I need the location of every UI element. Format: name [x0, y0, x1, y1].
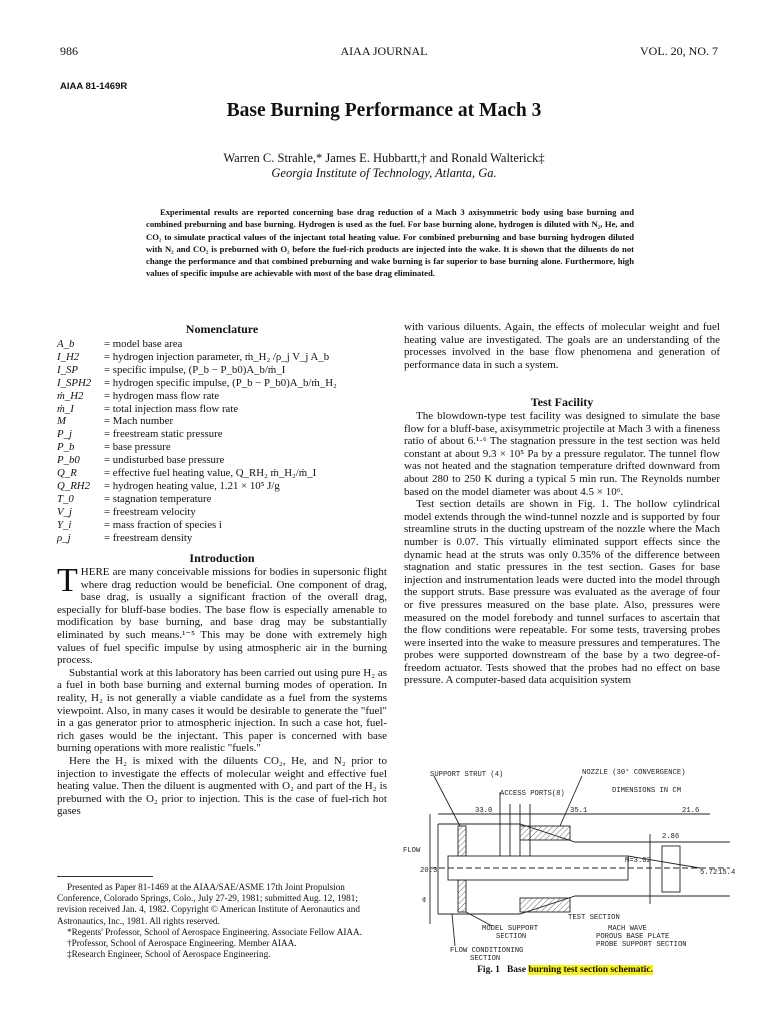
nomenclature-row: [57, 441, 387, 454]
nomenclature-row: [57, 403, 387, 416]
leader-flow-conditioning: [452, 914, 455, 946]
footnote-rule: [57, 876, 153, 877]
test-facility-paragraph-2: Test section details are shown in Fig. 1. The hollow cylindrical model extends through the wind-tunnel nozzle and is supported by four streamline struts in the ducting upstream of the nozzle where the Mach number is 0.07. This virtually eliminated support effects since the dynamic head at the struts was only 0.35% of the difference between stagnation and static pressures in the test section. Gases for base injection and instrumentation leads were ducted into the model through the support struts. Base pressure was evaluated as the average of four or five pressures measured on the base plate. Also, pressures were measured on the model forebody and tunnel surfaces to ascertain that the flow conditions were repeatable. For some tests, traversing probes were inserted into the wake to measure pressures and temperatures. The probes were supported downstream of the base by a two degree-of-freedom actuator. Tests showed that the probes had no effect on base pressure. A computer-based data acquisition system: [404, 498, 720, 687]
label-flow: FLOW: [403, 847, 421, 855]
caption-highlight: burning test section schematic.: [528, 965, 653, 975]
author-block: [0, 151, 768, 181]
paper-title: Base Burning Performance at Mach 3: [226, 100, 542, 121]
label-mach: M=3.02: [625, 857, 651, 865]
nomenclature-symbol: ṁ_I: [57, 402, 74, 415]
nomenclature-row: [57, 338, 387, 351]
nomenclature-definition: = hydrogen mass flow rate: [104, 389, 220, 402]
nomenclature-symbol: I_SPH2: [57, 376, 92, 389]
leader-strut: [434, 776, 460, 826]
label-dim-286: 2.86: [662, 833, 680, 841]
label-access-ports: ACCESS PORTS(8): [500, 790, 565, 798]
page-number: 986: [60, 44, 78, 58]
nozzle-lower: [520, 898, 570, 912]
label-porous-base: POROUS BASE PLATE: [596, 933, 670, 941]
nomenclature-symbol: P_j: [57, 428, 72, 441]
introduction-body: [57, 562, 387, 818]
label-mach-wave: MACH WAVE: [608, 925, 647, 933]
nomenclature-symbol: I_SP: [57, 363, 78, 376]
nomenclature-definition: = freestream velocity: [104, 505, 196, 518]
test-facility-body: [404, 410, 720, 687]
nozzle-upper: [520, 826, 570, 840]
nomenclature-heading: Nomenclature: [185, 322, 259, 336]
journal-name: AIAA JOURNAL: [340, 44, 428, 58]
nomenclature-row: [57, 506, 387, 519]
abstract: Experimental results are reported concerning base drag reduction of a Mach 3 axisymmetric body using base burning and combined preburning and base burning. Hydrogen is used as the fuel. For base burning alone, hydrogen is diluted with N₂, He, and CO₂ to simulate practical values of the injectant total heating value. For combined preburning and base burning hydrogen diluted with N₂ and CO₂ is preburned with O₂ before the fuel-rich products are injected into the wake. It is shown that the diluents do not change the performance and that combined preburning and wake burning is far superior to base burning alone. Furthermore, high values of specific impulse are achievable with most of the base drag eliminated.: [146, 207, 634, 279]
nomenclature-definition: = undisturbed base pressure: [104, 454, 225, 467]
probe-support: [662, 846, 680, 892]
label-dim-35: 35.1: [570, 807, 588, 815]
footnote-presented: Presented as Paper 81-1469 at the AIAA/SAE/ASME 17th Joint Propulsion Conference, Colorado Springs, Colo., July 27-29, 1981; submitted Aug. 12, 1981; revision received Jan. 4, 1982. Copyright © American Institute of Aeronautics and Astronautics, Inc., 1981. All rights reserved.: [57, 882, 360, 926]
nomenclature-definition: = mass fraction of species i: [104, 518, 222, 531]
nomenclature-symbol: I_H2: [57, 350, 80, 363]
label-centerline: ¢: [422, 897, 427, 905]
nomenclature-row: [57, 480, 387, 493]
nomenclature-symbol: Q_RH2: [57, 479, 90, 492]
paper-tag: AIAA 81-1469R: [60, 81, 128, 92]
nomenclature-symbol: P_b: [57, 441, 75, 454]
nomenclature-row: [57, 532, 387, 545]
footnote-walterick: ‡Research Engineer, School of Aerospace Engineering.: [67, 949, 271, 960]
caption-prefix: Fig. 1 Base: [477, 965, 529, 975]
label-dim-33: 33.0: [475, 807, 493, 815]
nomenclature-symbol: ρ_j: [57, 531, 71, 544]
nomenclature-symbol: P_b0: [57, 454, 80, 467]
label-dim-572: 5.72: [700, 869, 718, 877]
support-strut-upper: [458, 826, 466, 856]
volume-info: VOL. 20, NO. 7: [640, 44, 718, 58]
intro-paragraph-3: Here the H₂ is mixed with the diluents CO₂, He, and N₂ prior to injection to investigate the effects of molecular weight and effective fuel heating value. Then the diluent is augmented with O₂ and part of the H₂ is preburned with the O₂ prior to injection. This is the case of fuel-rich hot gases: [57, 754, 387, 818]
nomenclature-definition: = freestream static pressure: [104, 428, 223, 441]
support-strut-lower: [458, 880, 466, 912]
intro-paragraph-1: HERE are many conceivable missions for bodies in supersonic flight where drag reduction would be beneficial. One component of drag, base drag, is usually a significant fraction of the overall drag, especially for bluff-base bodies. The base flow is especially amenable to modification by base burning, and base drag may be substantially eliminated by such means.¹⁻⁵ This may be done with extremely high values of fuel specific impulse by using atmospheric air in the burning process.: [57, 566, 387, 667]
nomenclature-definition: = Mach number: [104, 415, 174, 428]
footnotes: [57, 882, 387, 960]
nomenclature-definition: = freestream density: [104, 531, 193, 544]
nomenclature-row: [57, 454, 387, 467]
label-dim-154: 15.4: [718, 869, 736, 877]
nomenclature-symbol: Y_i: [57, 518, 72, 531]
label-dim-203: 20.3: [420, 867, 438, 875]
authors: Warren C. Strahle,* James E. Hubbartt,† and Ronald Walterick‡: [223, 151, 545, 165]
nomenclature-row: [57, 377, 387, 390]
nomenclature-definition: = base pressure: [104, 441, 171, 454]
duct-wall: [438, 824, 730, 914]
label-section-a: SECTION: [496, 933, 527, 941]
label-nozzle: NOZZLE (30° CONVERGENCE): [582, 769, 686, 777]
nomenclature-symbol: T_0: [57, 492, 74, 505]
nomenclature-definition: = hydrogen injection parameter, ṁ_H₂ /ρ_j V_j A_b: [104, 350, 330, 363]
nomenclature-symbol: M: [57, 415, 66, 428]
footnote-hubbartt: †Professor, School of Aerospace Engineering. Member AIAA.: [67, 938, 297, 949]
nomenclature-definition: = model base area: [104, 338, 183, 350]
nomenclature-definition: = hydrogen specific impulse, (P_b − P_b0)A_b/ṁ_H₂: [104, 376, 337, 389]
figure-caption: [400, 965, 730, 975]
affiliation: Georgia Institute of Technology, Atlanta, Ga.: [271, 166, 497, 180]
nomenclature-row: [57, 493, 387, 506]
nomenclature-symbol: ṁ_H2: [57, 389, 84, 402]
nomenclature-definition: = effective fuel heating value, Q_RH₂ ṁ_H₂/ṁ_I: [104, 467, 317, 480]
label-dimensions: DIMENSIONS IN CM: [612, 787, 682, 795]
leader-nozzle: [560, 776, 582, 826]
nomenclature-symbol: Q_R: [57, 467, 77, 480]
nomenclature-row: [57, 467, 387, 480]
right-column-continuation: with various diluents. Again, the effects of molecular weight and fuel heating value are investigated. The goals are an understanding of the processes involved in the base flow phenomena and generation of performance data in such a system.: [404, 321, 720, 371]
label-probe-support: PROBE SUPPORT SECTION: [596, 941, 687, 949]
nomenclature-definition: = total injection mass flow rate: [104, 402, 239, 415]
nomenclature-definition: = specific impulse, (P_b − P_b0)A_b/ṁ_I: [104, 363, 286, 376]
test-facility-paragraph-1: The blowdown-type test facility was designed to simulate the base flow for a bluff-base, axisymmetric projectile at Mach 3 with a fineness ratio of about 6.¹·⁶ The stagnation pressure in the test section was held constant at about 9.3 × 10⁵ Pa by a pressure regulator. The tunnel flow was not heated and the stagnation temperature drifted downward from about 280 to 250 K during a typical 5 min run. The Reynolds number based on the model diameter was about 4.5 × 10⁶.: [404, 410, 720, 498]
nomenclature-symbol: A_b: [57, 338, 75, 350]
intro-paragraph-2: Substantial work at this laboratory has been carried out using pure H₂ as a fuel in both base burning and external burning modes of operation. In reality, H₂ is not generally a viable candidate as a fuel from the systems viewpoint. Also, in many cases it would be desirable to generate the "fuel" in a gas generator prior to atmospheric injection. In such a case hot, fuel-rich gases would be the injectant. This paper is concerned with base burning operations with more realistic "fuels.": [57, 666, 387, 755]
label-dim-216: 21.6: [682, 807, 700, 815]
nomenclature-definition: = hydrogen heating value, 1.21 × 10⁵ J/g: [104, 479, 280, 492]
label-section-b: SECTION: [470, 955, 501, 963]
test-facility-heading: Test Facility: [530, 395, 594, 409]
nomenclature-row: [57, 415, 387, 428]
nomenclature-row: [57, 390, 387, 403]
nomenclature-symbol: V_j: [57, 505, 72, 518]
nomenclature-row: [57, 428, 387, 441]
label-model-support: MODEL SUPPORT: [482, 925, 539, 933]
nomenclature-row: [57, 519, 387, 532]
label-test-section: TEST SECTION: [568, 914, 620, 922]
introduction-heading: Introduction: [189, 551, 255, 565]
nomenclature-row: [57, 364, 387, 377]
nomenclature-row: [57, 351, 387, 364]
test-section-schematic: [400, 764, 736, 964]
label-flow-conditioning: FLOW CONDITIONING: [450, 947, 524, 955]
label-support-strut: SUPPORT STRUT (4): [430, 771, 504, 779]
dropcap: T: [57, 562, 78, 599]
nomenclature-list: [57, 338, 387, 545]
footnote-strahle: *Regents' Professor, School of Aerospace Engineering. Associate Fellow AIAA.: [67, 926, 362, 937]
nomenclature-definition: = stagnation temperature: [104, 492, 212, 505]
